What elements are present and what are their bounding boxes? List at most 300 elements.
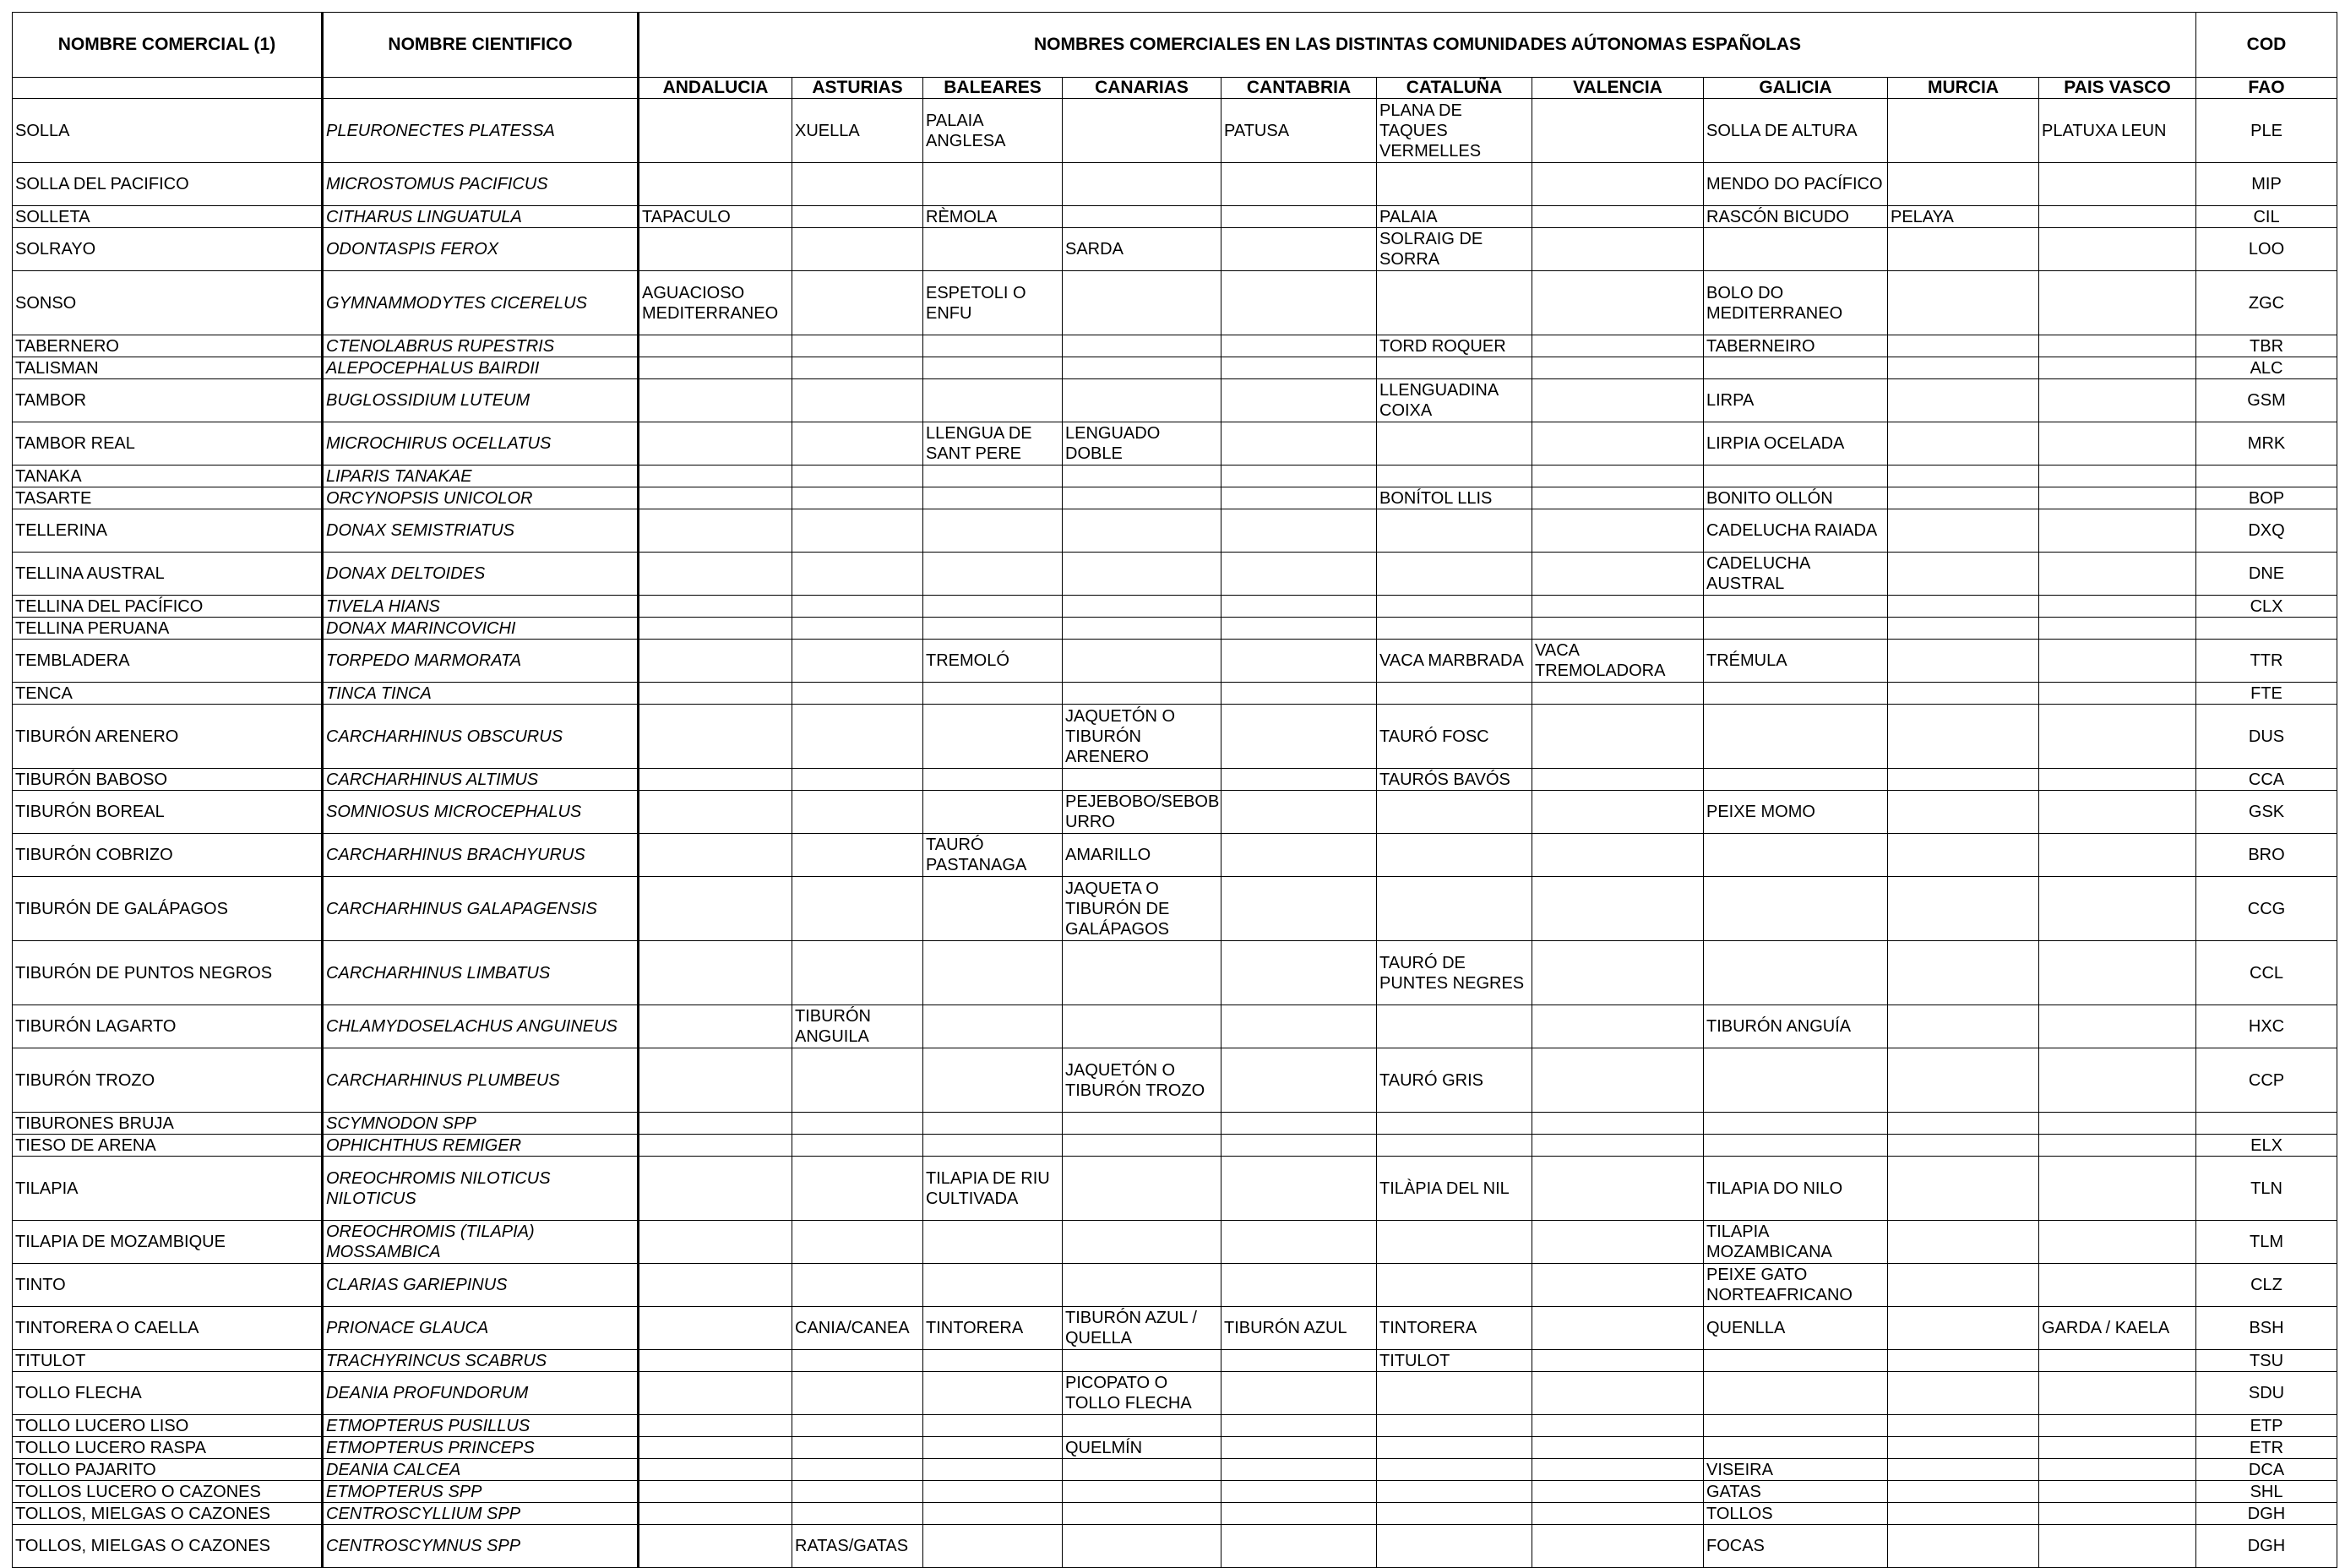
cell-region-name: BOLO DO MEDITERRANEO [1704, 271, 1888, 335]
cell-nombre-cientifico: CARCHARHINUS GALAPAGENSIS [323, 877, 639, 941]
cell-region-name [2039, 1481, 2196, 1503]
cell-nombre-comercial: TOLLOS LUCERO O CAZONES [13, 1481, 323, 1503]
cell-region-name [1221, 379, 1377, 422]
cell-nombre-comercial: TIBURONES BRUJA [13, 1113, 323, 1135]
cell-nombre-cientifico: ETMOPTERUS PRINCEPS [323, 1437, 639, 1459]
cell-nombre-comercial: TELLINA PERUANA [13, 618, 323, 640]
cell-region-name [792, 1372, 923, 1415]
cell-nombre-cientifico: CENTROSCYMNUS SPP [323, 1525, 639, 1568]
header-row-regions [13, 78, 2337, 99]
table-row [13, 1503, 2337, 1525]
table-row [13, 596, 2337, 618]
cell-region-name [639, 1157, 792, 1221]
table-row [13, 1350, 2337, 1372]
cell-region-name [1221, 1437, 1377, 1459]
cell-region-name [2039, 618, 2196, 640]
header-region-asturias: ASTURIAS [792, 78, 923, 99]
cell-region-name [639, 1307, 792, 1350]
cell-region-name [923, 1221, 1063, 1264]
cell-region-name [1704, 596, 1888, 618]
cell-fao-code: BOP [2196, 487, 2337, 509]
header-fao: FAO [2196, 78, 2337, 99]
table-row [13, 422, 2337, 466]
table-row [13, 1157, 2337, 1221]
cell-region-name [923, 553, 1063, 596]
cell-fao-code: BRO [2196, 834, 2337, 877]
cell-region-name [2039, 683, 2196, 705]
cell-region-name [1704, 834, 1888, 877]
cell-fao-code: CIL [2196, 206, 2337, 228]
table-row [13, 1135, 2337, 1157]
cell-fao-code: ELX [2196, 1135, 2337, 1157]
cell-region-name [1221, 1005, 1377, 1048]
cell-fao-code: MIP [2196, 163, 2337, 206]
cell-region-name [923, 1048, 1063, 1113]
cell-region-name [1221, 596, 1377, 618]
cell-region-name [1704, 228, 1888, 271]
cell-region-name [1888, 1157, 2039, 1221]
cell-region-name: TILAPIA DE RIU CULTIVADA [923, 1157, 1063, 1221]
cell-region-name [1063, 553, 1221, 596]
cell-region-name [792, 877, 923, 941]
cell-region-name [2039, 1005, 2196, 1048]
cell-region-name [1888, 1307, 2039, 1350]
cell-nombre-comercial: TIBURÓN BABOSO [13, 769, 323, 791]
cell-nombre-cientifico: CLARIAS GARIEPINUS [323, 1264, 639, 1307]
cell-nombre-cientifico: PLEURONECTES PLATESSA [323, 99, 639, 163]
cell-region-name [2039, 1459, 2196, 1481]
cell-region-name: TAPACULO [639, 206, 792, 228]
cell-region-name [1221, 791, 1377, 834]
cell-region-name [1888, 509, 2039, 553]
table-row [13, 1437, 2337, 1459]
table-row [13, 1459, 2337, 1481]
table-row [13, 163, 2337, 206]
cell-region-name [1221, 335, 1377, 357]
cell-fao-code: SDU [2196, 1372, 2337, 1415]
cell-region-name [1221, 487, 1377, 509]
cell-nombre-cientifico: ALEPOCEPHALUS BAIRDII [323, 357, 639, 379]
cell-region-name [1377, 1221, 1532, 1264]
cell-region-name [639, 1503, 792, 1525]
cell-region-name [639, 1415, 792, 1437]
cell-region-name [1221, 206, 1377, 228]
cell-region-name [1888, 1372, 2039, 1415]
cell-fao-code: DUS [2196, 705, 2337, 769]
cell-region-name [1063, 1481, 1221, 1503]
cell-nombre-cientifico: CARCHARHINUS PLUMBEUS [323, 1048, 639, 1113]
cell-region-name [1221, 1048, 1377, 1113]
cell-region-name [1221, 769, 1377, 791]
cell-region-name [1888, 1350, 2039, 1372]
cell-region-name [923, 683, 1063, 705]
cell-region-name [1063, 1221, 1221, 1264]
cell-region-name [923, 1372, 1063, 1415]
cell-nombre-comercial: SOLRAYO [13, 228, 323, 271]
cell-region-name [1704, 1415, 1888, 1437]
cell-region-name [2039, 791, 2196, 834]
header-comunidades: NOMBRES COMERCIALES EN LAS DISTINTAS COMUNIDADES AÚTONOMAS ESPAÑOLAS [639, 13, 2196, 78]
cell-region-name: LLENGUADINA COIXA [1377, 379, 1532, 422]
cell-region-name [639, 487, 792, 509]
cell-region-name [1221, 1157, 1377, 1221]
cell-region-name [1221, 941, 1377, 1005]
cell-region-name [2039, 163, 2196, 206]
cell-nombre-comercial: TOLLO LUCERO RASPA [13, 1437, 323, 1459]
header-region-murcia: MURCIA [1888, 78, 2039, 99]
table-row [13, 791, 2337, 834]
cell-region-name [1704, 466, 1888, 487]
cell-region-name [1063, 769, 1221, 791]
cell-region-name [1532, 466, 1704, 487]
table-row [13, 379, 2337, 422]
cell-nombre-cientifico: CARCHARHINUS ALTIMUS [323, 769, 639, 791]
header-region-baleares: BALEARES [923, 78, 1063, 99]
table-row [13, 228, 2337, 271]
cell-region-name [1221, 1372, 1377, 1415]
cell-fao-code: HXC [2196, 1005, 2337, 1048]
table-row [13, 640, 2337, 683]
cell-region-name [639, 618, 792, 640]
cell-region-name [792, 163, 923, 206]
cell-nombre-comercial: SOLLA DEL PACIFICO [13, 163, 323, 206]
header-cod: COD [2196, 13, 2337, 78]
cell-region-name [792, 941, 923, 1005]
cell-region-name: GARDA / KAELA [2039, 1307, 2196, 1350]
cell-region-name [792, 1481, 923, 1503]
table-row [13, 335, 2337, 357]
table-row [13, 834, 2337, 877]
cell-region-name: QUELMÍN [1063, 1437, 1221, 1459]
cell-region-name [639, 379, 792, 422]
cell-region-name [1221, 553, 1377, 596]
cell-region-name [1377, 1415, 1532, 1437]
cell-region-name [1063, 1525, 1221, 1568]
cell-region-name: PLANA DE TAQUES VERMELLES [1377, 99, 1532, 163]
cell-region-name [923, 1415, 1063, 1437]
table-row [13, 1307, 2337, 1350]
cell-region-name: PEIXE MOMO [1704, 791, 1888, 834]
cell-region-name: TIBURÓN AZUL / QUELLA [1063, 1307, 1221, 1350]
cell-fao-code: FTE [2196, 683, 2337, 705]
cell-region-name [923, 941, 1063, 1005]
cell-nombre-cientifico: DEANIA PROFUNDORUM [323, 1372, 639, 1415]
cell-region-name [923, 1525, 1063, 1568]
cell-region-name [1532, 1503, 1704, 1525]
cell-region-name: TIBURÓN ANGUÍA [1704, 1005, 1888, 1048]
cell-nombre-cientifico: GYMNAMMODYTES CICERELUS [323, 271, 639, 335]
cell-region-name [2039, 1503, 2196, 1525]
cell-region-name [1704, 1437, 1888, 1459]
cell-region-name: TILÀPIA DEL NIL [1377, 1157, 1532, 1221]
cell-region-name: PALAIA ANGLESA [923, 99, 1063, 163]
cell-region-name: CADELUCHA RAIADA [1704, 509, 1888, 553]
cell-nombre-cientifico: SCYMNODON SPP [323, 1113, 639, 1135]
cell-nombre-comercial: TASARTE [13, 487, 323, 509]
cell-region-name [1532, 379, 1704, 422]
cell-region-name [1532, 1350, 1704, 1372]
cell-nombre-cientifico: TORPEDO MARMORATA [323, 640, 639, 683]
cell-region-name [1377, 553, 1532, 596]
cell-nombre-comercial: TELLERINA [13, 509, 323, 553]
cell-region-name [1063, 466, 1221, 487]
species-names-table [12, 12, 2337, 1568]
cell-region-name [1532, 509, 1704, 553]
cell-nombre-comercial: SOLLETA [13, 206, 323, 228]
cell-region-name [1704, 618, 1888, 640]
cell-fao-code: DGH [2196, 1503, 2337, 1525]
cell-region-name [923, 379, 1063, 422]
cell-region-name [1063, 1157, 1221, 1221]
cell-region-name [1532, 1113, 1704, 1135]
cell-region-name [792, 1264, 923, 1307]
cell-nombre-cientifico: ETMOPTERUS SPP [323, 1481, 639, 1503]
cell-nombre-cientifico: SOMNIOSUS MICROCEPHALUS [323, 791, 639, 834]
cell-region-name: AGUACIOSO MEDITERRANEO [639, 271, 792, 335]
cell-nombre-comercial: TOLLO LUCERO LISO [13, 1415, 323, 1437]
cell-region-name: TAURÓ GRIS [1377, 1048, 1532, 1113]
cell-region-name [639, 1221, 792, 1264]
cell-region-name [1377, 1481, 1532, 1503]
cell-region-name [639, 422, 792, 466]
cell-nombre-comercial: TILAPIA DE MOZAMBIQUE [13, 1221, 323, 1264]
header-region-cantabria: CANTABRIA [1221, 78, 1377, 99]
cell-region-name [1377, 357, 1532, 379]
cell-region-name [1221, 1221, 1377, 1264]
cell-region-name [1532, 1157, 1704, 1221]
cell-region-name [1063, 1503, 1221, 1525]
cell-region-name [1704, 1135, 1888, 1157]
cell-region-name [1063, 1415, 1221, 1437]
table-row [13, 206, 2337, 228]
cell-region-name [1221, 466, 1377, 487]
cell-nombre-cientifico: DONAX DELTOIDES [323, 553, 639, 596]
cell-region-name [1532, 596, 1704, 618]
cell-region-name [1532, 1437, 1704, 1459]
cell-fao-code: ETP [2196, 1415, 2337, 1437]
header-region-canarias: CANARIAS [1063, 78, 1221, 99]
cell-region-name [2039, 1113, 2196, 1135]
cell-region-name [1377, 1525, 1532, 1568]
cell-region-name: AMARILLO [1063, 834, 1221, 877]
cell-region-name [923, 791, 1063, 834]
cell-region-name [792, 487, 923, 509]
cell-nombre-cientifico: OPHICHTHUS REMIGER [323, 1135, 639, 1157]
cell-fao-code: TLM [2196, 1221, 2337, 1264]
header-region-valencia: VALENCIA [1532, 78, 1704, 99]
cell-region-name [2039, 1157, 2196, 1221]
cell-region-name [923, 1135, 1063, 1157]
cell-region-name [639, 335, 792, 357]
cell-region-name: ESPETOLI O ENFU [923, 271, 1063, 335]
cell-fao-code: DGH [2196, 1525, 2337, 1568]
cell-region-name [1888, 834, 2039, 877]
cell-region-name [1377, 1372, 1532, 1415]
cell-region-name [923, 509, 1063, 553]
cell-region-name: SOLRAIG DE SORRA [1377, 228, 1532, 271]
cell-region-name [792, 1437, 923, 1459]
cell-region-name [1532, 941, 1704, 1005]
cell-region-name [1888, 228, 2039, 271]
cell-nombre-comercial: TABERNERO [13, 335, 323, 357]
cell-region-name [2039, 596, 2196, 618]
cell-region-name [1704, 877, 1888, 941]
cell-region-name [1888, 1048, 2039, 1113]
table-row [13, 618, 2337, 640]
cell-region-name [1221, 1525, 1377, 1568]
cell-region-name [923, 357, 1063, 379]
table-row [13, 1113, 2337, 1135]
cell-nombre-comercial: SOLLA [13, 99, 323, 163]
cell-region-name [1063, 1113, 1221, 1135]
cell-region-name: TAURÓS BAVÓS [1377, 769, 1532, 791]
cell-region-name: RÈMOLA [923, 206, 1063, 228]
cell-nombre-cientifico: DONAX MARINCOVICHI [323, 618, 639, 640]
cell-region-name [2039, 271, 2196, 335]
cell-region-name [792, 769, 923, 791]
cell-region-name [1221, 509, 1377, 553]
cell-region-name [639, 705, 792, 769]
cell-region-name [639, 99, 792, 163]
cell-nombre-comercial: TIESO DE ARENA [13, 1135, 323, 1157]
cell-region-name [1704, 1372, 1888, 1415]
cell-region-name [1221, 271, 1377, 335]
cell-nombre-cientifico: ORCYNOPSIS UNICOLOR [323, 487, 639, 509]
table-row [13, 769, 2337, 791]
cell-region-name [639, 1264, 792, 1307]
cell-region-name [1888, 553, 2039, 596]
cell-region-name [1377, 1459, 1532, 1481]
table-row [13, 1415, 2337, 1437]
cell-region-name [639, 228, 792, 271]
cell-region-name [639, 1481, 792, 1503]
cell-fao-code [2196, 618, 2337, 640]
cell-region-name: QUENLLA [1704, 1307, 1888, 1350]
cell-fao-code: CLX [2196, 596, 2337, 618]
header-region-cataluna: CATALUÑA [1377, 78, 1532, 99]
cell-region-name [1221, 618, 1377, 640]
table-row [13, 99, 2337, 163]
cell-region-name [2039, 1221, 2196, 1264]
cell-region-name [639, 683, 792, 705]
cell-region-name [2039, 206, 2196, 228]
cell-nombre-comercial: TIBURÓN ARENERO [13, 705, 323, 769]
cell-nombre-comercial: TIBURÓN TROZO [13, 1048, 323, 1113]
cell-nombre-comercial: TOLLO FLECHA [13, 1372, 323, 1415]
cell-region-name [1888, 422, 2039, 466]
cell-region-name [2039, 1135, 2196, 1157]
cell-nombre-comercial: TALISMAN [13, 357, 323, 379]
cell-region-name [639, 466, 792, 487]
cell-region-name [2039, 357, 2196, 379]
cell-region-name [1532, 99, 1704, 163]
cell-region-name [2039, 705, 2196, 769]
cell-region-name [1221, 163, 1377, 206]
cell-region-name [1888, 1264, 2039, 1307]
cell-region-name [1888, 99, 2039, 163]
cell-region-name [639, 1350, 792, 1372]
table-row [13, 1372, 2337, 1415]
cell-region-name [1063, 99, 1221, 163]
cell-region-name: PICOPATO O TOLLO FLECHA [1063, 1372, 1221, 1415]
cell-nombre-comercial: TIBURÓN DE GALÁPAGOS [13, 877, 323, 941]
cell-region-name [792, 834, 923, 877]
cell-fao-code: GSM [2196, 379, 2337, 422]
cell-region-name [1888, 466, 2039, 487]
cell-region-name [923, 1264, 1063, 1307]
cell-region-name [923, 1113, 1063, 1135]
cell-region-name [639, 1437, 792, 1459]
header-nombre-comercial: NOMBRE COMERCIAL (1) [13, 13, 323, 78]
cell-region-name [792, 683, 923, 705]
cell-region-name [1888, 163, 2039, 206]
cell-region-name [639, 1113, 792, 1135]
cell-nombre-cientifico: DONAX SEMISTRIATUS [323, 509, 639, 553]
cell-region-name: CADELUCHA AUSTRAL [1704, 553, 1888, 596]
cell-region-name: LIRPA [1704, 379, 1888, 422]
cell-region-name [1063, 596, 1221, 618]
cell-region-name [1888, 596, 2039, 618]
cell-region-name [2039, 228, 2196, 271]
cell-region-name: TAURÓ PASTANAGA [923, 834, 1063, 877]
cell-region-name [1063, 1005, 1221, 1048]
cell-region-name [1063, 163, 1221, 206]
cell-region-name: BONITO OLLÓN [1704, 487, 1888, 509]
cell-region-name [923, 1481, 1063, 1503]
cell-region-name [1532, 206, 1704, 228]
cell-nombre-cientifico: CENTROSCYLLIUM SPP [323, 1503, 639, 1525]
cell-region-name: BONÍTOL LLIS [1377, 487, 1532, 509]
table-row [13, 877, 2337, 941]
cell-region-name [1888, 683, 2039, 705]
header-region-galicia: GALICIA [1704, 78, 1888, 99]
cell-region-name [1888, 769, 2039, 791]
cell-region-name: TILAPIA MOZAMBICANA [1704, 1221, 1888, 1264]
cell-region-name [639, 640, 792, 683]
cell-region-name [792, 271, 923, 335]
cell-region-name [792, 335, 923, 357]
cell-region-name [1888, 1113, 2039, 1135]
cell-nombre-cientifico: OREOCHROMIS (TILAPIA) MOSSAMBICA [323, 1221, 639, 1264]
cell-fao-code: TBR [2196, 335, 2337, 357]
cell-region-name [1221, 422, 1377, 466]
cell-region-name [1888, 1503, 2039, 1525]
cell-region-name: TINTORERA [923, 1307, 1063, 1350]
cell-nombre-cientifico: TINCA TINCA [323, 683, 639, 705]
cell-region-name [1704, 357, 1888, 379]
cell-region-name [1063, 1350, 1221, 1372]
cell-region-name [1377, 1135, 1532, 1157]
cell-region-name [1063, 357, 1221, 379]
cell-region-name [639, 553, 792, 596]
cell-nombre-comercial: TIBURÓN BOREAL [13, 791, 323, 834]
cell-region-name [1221, 834, 1377, 877]
cell-region-name: TRÉMULA [1704, 640, 1888, 683]
table-row [13, 1005, 2337, 1048]
cell-region-name [792, 640, 923, 683]
cell-region-name [792, 1113, 923, 1135]
cell-region-name [792, 791, 923, 834]
cell-region-name [1532, 618, 1704, 640]
cell-region-name: JAQUETÓN O TIBURÓN ARENERO [1063, 705, 1221, 769]
cell-region-name [1063, 335, 1221, 357]
cell-region-name [792, 379, 923, 422]
cell-nombre-comercial: TAMBOR REAL [13, 422, 323, 466]
cell-region-name [1221, 1415, 1377, 1437]
cell-region-name: RATAS/GATAS [792, 1525, 923, 1568]
table-row [13, 1048, 2337, 1113]
cell-region-name [1532, 1221, 1704, 1264]
